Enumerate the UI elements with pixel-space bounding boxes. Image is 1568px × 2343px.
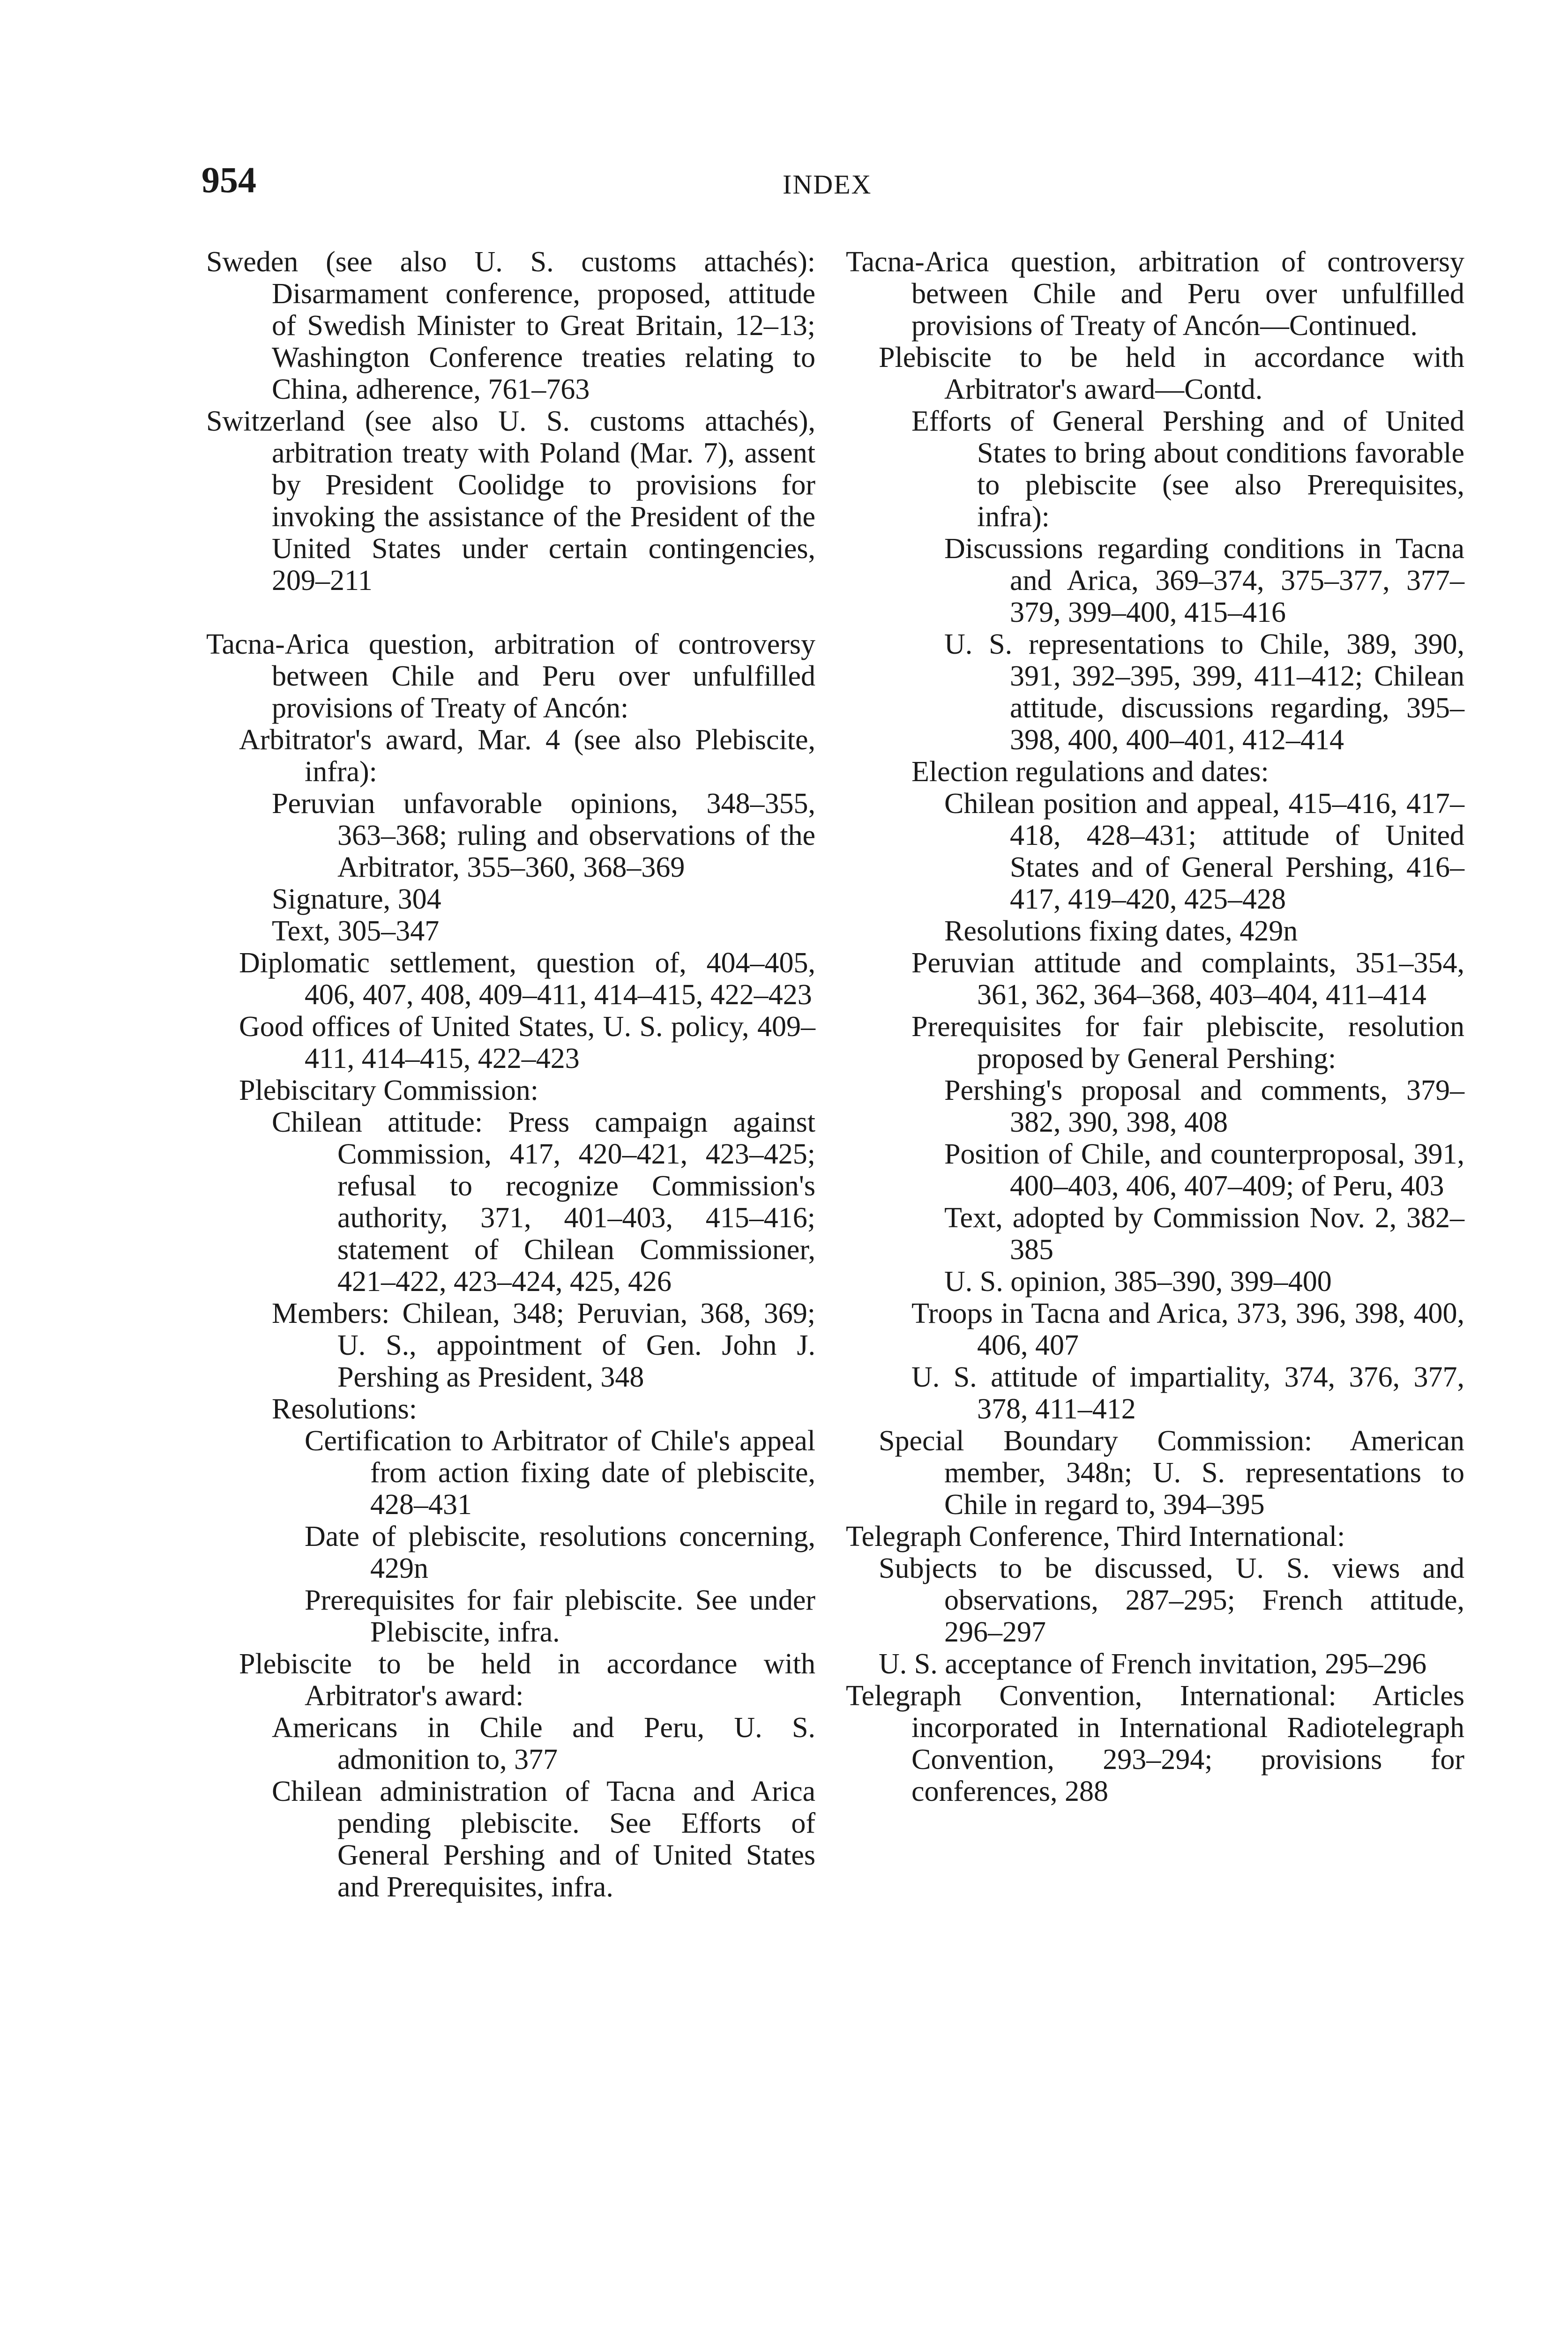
index-entry: Plebiscite to be held in accordance with Arbitrator's award—Contd.	[879, 342, 1464, 405]
index-entry: Peruvian unfavorable opinions, 348–355, 363–368; ruling and observations of the Arbitrator, 355–360, 368–369	[272, 788, 815, 883]
index-entry: Chilean administration of Tacna and Arica pending plebiscite. See Efforts of General Pershing and of United States and Prerequisites, infra.	[272, 1776, 815, 1903]
index-entry: Subjects to be discussed, U. S. views and observations, 287–295; French attitude, 296–297	[879, 1552, 1464, 1648]
index-entry: Election regulations and dates:	[911, 756, 1269, 788]
index-entry: Plebiscite to be held in accordance with Arbitrator's award:	[239, 1648, 815, 1712]
index-entry: Prerequisites for fair plebiscite, resolution proposed by General Pershing:	[911, 1011, 1464, 1074]
index-entry: Efforts of General Pershing and of United States to bring about conditions favorable to plebiscite (see also Prerequisites, infra):	[911, 405, 1464, 533]
index-entry: Resolutions fixing dates, 429n	[944, 915, 1298, 947]
index-entry: Chilean position and appeal, 415–416, 417–418, 428–431; attitude of United States and of General Pershing, 416–417, 419–420, 425–428	[944, 788, 1464, 915]
index-entry: U. S. attitude of impartiality, 374, 376, 377, 378, 411–412	[911, 1361, 1464, 1425]
index-entry: Pershing's proposal and comments, 379–382, 390, 398, 408	[944, 1074, 1464, 1138]
index-entry: Certification to Arbitrator of Chile's appeal from action fixing date of plebiscite, 428–431	[305, 1425, 815, 1521]
index-column-left	[206, 246, 815, 1903]
index-entry: Prerequisites for fair plebiscite. See under Plebiscite, infra.	[305, 1584, 815, 1648]
index-entry: Members: Chilean, 348; Peruvian, 368, 369; U. S., appointment of Gen. John J. Pershing as President, 348	[272, 1298, 815, 1393]
index-entry: Diplomatic settlement, question of, 404–405, 406, 407, 408, 409–411, 414–415, 422–423	[239, 947, 815, 1011]
index-entry: Peruvian attitude and complaints, 351–354, 361, 362, 364–368, 403–404, 411–414	[911, 947, 1464, 1011]
index-entry: Discussions regarding conditions in Tacna and Arica, 369–374, 375–377, 377–379, 399–400, 415–416	[944, 533, 1464, 628]
index-entry: Special Boundary Commission: American member, 348n; U. S. representations to Chile in regard to, 394–395	[879, 1425, 1464, 1521]
index-entry: Tacna-Arica question, arbitration of controversy between Chile and Peru over unfulfilled provisions of Treaty of Ancón—Continued.	[846, 246, 1464, 342]
running-head: INDEX	[783, 169, 872, 200]
index-entry: U. S. representations to Chile, 389, 390, 391, 392–395, 399, 411–412; Chilean attitude, discussions regarding, 395–398, 400, 400–401, 412–414	[944, 628, 1464, 756]
index-entry: Good offices of United States, U. S. policy, 409–411, 414–415, 422–423	[239, 1011, 815, 1074]
index-entry: Telegraph Convention, International: Articles incorporated in International Radiotelegraph Convention, 293–294; provisions for conferences, 288	[846, 1680, 1464, 1807]
index-entry: Arbitrator's award, Mar. 4 (see also Plebiscite, infra):	[239, 724, 815, 788]
index-entry: U. S. opinion, 385–390, 399–400	[944, 1266, 1332, 1298]
index-entry: Date of plebiscite, resolutions concerning, 429n	[305, 1521, 815, 1584]
index-entry: Text, 305–347	[272, 915, 440, 947]
index-entry: Chilean attitude: Press campaign against Commission, 417, 420–421, 423–425; refusal to recognize Commission's authority, 371, 401–403, 415–416; statement of Chilean Commissioner, 421–422, 423–424, 425, 426	[272, 1106, 815, 1298]
index-entry: Switzerland (see also U. S. customs attachés), arbitration treaty with Poland (Mar. 7), assent by President Coolidge to provisions for invoking the assistance of the President of the United States under certain contingencies, 209–211	[206, 405, 815, 597]
index-entry: Troops in Tacna and Arica, 373, 396, 398, 400, 406, 407	[911, 1298, 1464, 1361]
index-column-right	[846, 246, 1464, 1807]
index-entry: Tacna-Arica question, arbitration of controversy between Chile and Peru over unfulfilled provisions of Treaty of Ancón:	[206, 628, 815, 724]
index-entry: Americans in Chile and Peru, U. S. admonition to, 377	[272, 1712, 815, 1776]
index-entry: Telegraph Conference, Third International:	[846, 1521, 1345, 1552]
index-entry: Signature, 304	[272, 883, 441, 915]
index-entry: Sweden (see also U. S. customs attachés): Disarmament conference, proposed, attitude of Swedish Minister to Great Britain, 12–13; Washington Conference treaties relating to China, adherence, 761–763	[206, 246, 815, 405]
index-entry: Position of Chile, and counterproposal, 391, 400–403, 406, 407–409; of Peru, 403	[944, 1138, 1464, 1202]
index-entry: Text, adopted by Commission Nov. 2, 382–385	[944, 1202, 1464, 1266]
index-entry: Plebiscitary Commission:	[239, 1074, 538, 1106]
index-entry: Resolutions:	[272, 1393, 418, 1425]
page-number: 954	[202, 159, 256, 200]
index-entry: U. S. acceptance of French invitation, 295–296	[879, 1648, 1427, 1680]
